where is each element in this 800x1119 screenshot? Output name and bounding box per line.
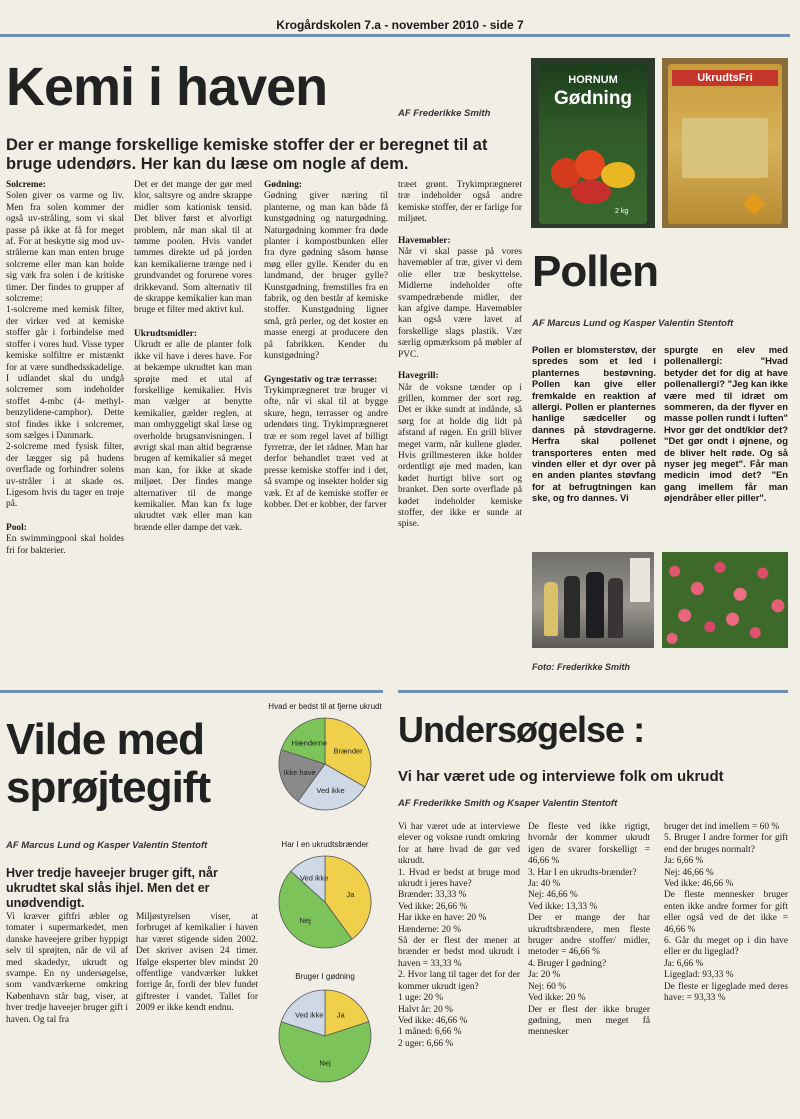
vilde-title-line-1: Vilde med <box>6 715 205 764</box>
survey-line: 2. Hvor lang til tager det for der kommer ukrudt igen? <box>398 970 520 992</box>
pie-chart-2 <box>275 852 375 952</box>
survey-line: Der er flest der ikke bruger gødning, men meget få mennesker <box>528 1004 650 1038</box>
pollen-title: Pollen <box>532 247 659 296</box>
survey-line: Ja: 6,66 % <box>664 958 704 969</box>
pie-slice-label: Ved ikke <box>299 873 329 883</box>
survey-line: Ved ikke: 26,66 % <box>398 901 468 912</box>
vilde-column-1: Vi kræver giftfri æbler og tomater i supermarkedet, men danske haveejere griber hyppigt selv til sprøjten, når de vil af med skadedyr, ukrudt og svampe. En ny undersøgelse, som vandværkerne omkring København står bag, viser, at hver tredje haveejer bruger gift i haven. Og tal fra <box>6 912 128 1025</box>
survey-line: bruger det ind imellem = 60 % <box>664 822 780 832</box>
kemi-title: Kemi i haven <box>6 57 328 117</box>
pie-slice-label: Ja <box>336 1010 345 1020</box>
pie-slice-label: Ja <box>346 889 355 899</box>
pie-1-title: Hvad er bedst til at fjerne ukrudt <box>268 702 382 711</box>
pie-chart-1 <box>275 714 375 814</box>
weedkiller-name: UkrudtsFri <box>672 70 778 86</box>
weedkiller-product-photo <box>662 58 788 228</box>
kemi-deck: Der er mange forskellige kemiske stoffer der er beregnet til at bruge udendørs. Her kan du læse om nogle af dem. <box>6 136 488 173</box>
header-rule <box>0 34 790 37</box>
fertilizer-brand: HORNUM <box>568 74 618 86</box>
survey-line: De fleste mennesker bruger enten ikke andre former for gift eller også ved de det ikke = 46,66 % <box>664 890 788 935</box>
survey-byline: AF Frederikke Smith og Ksaper Valentin Stentoft <box>398 798 618 809</box>
survey-line: 3. Har I en ukrudts-brænder? <box>528 867 637 878</box>
survey-line: Ved ikke: 13,33 % <box>528 901 598 912</box>
survey-line: Ligeglad: 93,33 % <box>664 970 734 981</box>
pollen-column-1: Pollen er blomsterstøv, der spredes som et led i planternes bestøvning. Pollen kan give eller fremkalde en reaktion af allergi. Pollen er planternes hanlige sædceller og dannes på støvdragerne. Herfra skal pollenet transporteres enten med vinden eller et dyr over på en anden plantes støvfang for at befrugtningen kan ske, og fro dannes. Vi <box>532 344 656 504</box>
pie-slice-label: Ved ikke <box>316 786 345 796</box>
fertilizer-product-photo <box>531 58 655 228</box>
vilde-title-line-2: sprøjtegift <box>6 763 211 812</box>
survey-line: Ja: 40 % <box>528 879 561 890</box>
survey-deck: Vi har været ude og interviewe folk om ukrudt <box>398 768 724 785</box>
fertilizer-weight: 2 kg <box>615 208 629 215</box>
survey-line: Halvt år: 20 % <box>398 1004 453 1015</box>
pie-slice-label: Hænderne <box>291 738 328 748</box>
survey-line: Der er mange der har ukrudtsbrændere, men fleste bruger andre stoffer/ midler, metoder = 46,66 % <box>528 913 650 958</box>
survey-line: Så der er flest der mener at brænder er bedst mod ukrudt i haven = 33,33 % <box>398 936 520 969</box>
survey-line: Ved ikke: 20 % <box>528 993 586 1004</box>
pie-slice-label: Nej <box>299 915 311 925</box>
survey-title: Undersøgelse : <box>398 709 645 750</box>
pie-slice-label: Nej <box>319 1058 331 1068</box>
section-rule-left <box>0 690 383 693</box>
pie-chart-3 <box>275 986 375 1086</box>
survey-line: 1 måned: 6,66 % <box>398 1027 462 1038</box>
section-rule-right <box>398 690 788 693</box>
pie-slice-label: Ikke have <box>283 768 316 778</box>
kemi-column-1: Solcreme: Solen giver os varme og liv. Men fra solen kommer der også uv-stråling, som vi skal passe på ikke at få for meget af. For at beskytte sig mod uv-strålerne kan man enten bruge solcreme eller man kan holde sig væk fra solen i de kritiske timer. Der findes to grupper af solcreme: 1-solcreme med kemisk filter, der virker ved at kemiske stoffer går i forbindelse med stoffer i vores hud. Visse typer kemiske solfiltre er mistænkt for at være sundhedsskadelige. I udlandet skal du undgå solcremer som indeholder stoffet 4-mbc (4- methyl-benzylidene-camphor). Dette stof findes ikke i solcremer, som sælges i Danmark. 2-solcreme med fysisk filter, der lægger sig på hudens overflade og forhindrer solens uv-stråler i at skade os. Ligesom hvis du tager en trøje på. Pool: En swimmingpool skal holdes fri for bakterier. <box>6 180 124 556</box>
survey-line: De fleste ved ikke rigtigt, hvornår der kommer ukrudt igen de svarer forskelligt = 46,66 % <box>528 822 650 867</box>
vilde-column-2: Miljøstyrelsen viser, at forbruget af kemikalier i haven har været stigende siden 2002. Det skriver avisen 24 timer. Ifølge eksperter blev mindst 20 offentlige vandværker lukket forrige år, fordi der blev fundet giftrester i vandet. Tallet for 2009 er ikke kendt endnu. <box>136 912 258 1014</box>
survey-line: Nej: 46,66 % <box>528 890 578 901</box>
vilde-title <box>6 716 210 812</box>
survey-line: 4. Bruger I gødning? <box>528 958 607 969</box>
kemi-column-4: træet grønt. Trykimprægneret træ indeholder også andre kemiske stoffer, der er farlige for miljøet. Havemøbler: Når vi skal passe på vores havemøbler af træ, giver vi dem olie eller træ beskyttelse. Midlerne indeholder ofte svampedræbende midler, der kan afgive dampe. Havemøbler kan også være lavet af forskellige slags plastik. Vær særlig opmærksom på møbler af PVC. Havegrill: Når de voksne tænder op i grillen, kommer der sort røg. Det er ikke sundt at indånde, så sørg for at holde dig lidt på afstand af røgen. En grill bliver meget varm, når kullene gløder. Hvis grillmesteren ikke holder ordentligt øje med maden, kan kødet hurtigt blive sort og branket. Den sorte overflade på kødet indeholder kemiske stoffer, der ikke er sunde at spise. <box>398 180 522 530</box>
survey-line: Hænderne: 20 % <box>398 924 462 935</box>
survey-line: 1. Hvad er bedst at bruge mod ukrudt i jeres have? <box>398 867 520 890</box>
pie-3-title: Bruger I gødning <box>295 972 355 981</box>
kemi-column-3: Gødning: Gødning giver næring til planterne, og man kan både få kunstgødning og naturgødning. Naturgødning kommer fra døde planter i kompostbunken eller fra dyre gødning såsom hønse møg eller gylle. Kender du en landmand, der bruger gylle? Kunstgødning, fremstilles fra en fabrik, og den består af kemiske stoffer. Kunstgødning ligner små, grå perler, og det koster en masse energi at producere den på fabrikken. Kender du kunstgødning? Gyngestativ og træ terrasse: Trykimprægneret træ bruger vi ofte, når vi skal til at bygge skure, hegn, terrasser og andre udendørs ting. Trykimprægneret træ er som regel lavet af billigt fyrretræ, der let rådner. Man har derfor behandlet træet ved at presse kemiske stoffer ind i det, så svampe og insekter holder sig væk. Et af de kemiske stoffer er kobber. Det er kobber, der farver <box>264 180 388 510</box>
photo-caption: Foto: Frederikke Smith <box>532 662 631 672</box>
survey-line: 2 uger: 6,66 % <box>398 1038 454 1049</box>
pollen-byline: AF Marcus Lund og Kasper Valentin Stentoft <box>532 318 734 329</box>
survey-line: 1 uge: 20 % <box>398 993 444 1004</box>
survey-line: Nej: 60 % <box>528 981 567 992</box>
pie-slice-label: Ved ikke <box>295 1010 324 1020</box>
survey-column-3 <box>664 822 788 1005</box>
pie-2-title: Har I en ukrudtsbrænder <box>281 840 369 849</box>
kemi-column-2: Det er det mange der gør med klor, saltsyre og andre skrappe midler som kationisk tensid. Det bliver først et alvorligt problem, når man skal til at tømme poolen. Hvis vandet tømmes direkte ud på jorden kan kemikalierne trænge ned i grundvandet og forurene vores drikkevand. Som alternativ til de skrappe kemikalier kan man bruge et filter med aktivt kul. Ukrudtsmidler: Ukrudt er alle de planter folk ikke vil have i deres have. For at bekæmpe ukrudtet kan man sprøjte med et utal af forskellige kemikalier. Hvis man vælger at benytte kemikalier, gælder reglen, at man omhyggeligt skal læse og overholde brugsanvisningen. I øvrigt skal man altid begrænse brugen af kemikalier så meget man kan, for ikke at skade miljøet. Der findes mange alternativer til de mange kemikalier. Man kan fx luge ukrudtet væk eller man kan brænde eller dampe det væk. <box>134 180 252 533</box>
survey-line: Vi har været ude at interviewe elever og voksne rundt omkring for at høre hvad de gør ved ukrudt. <box>398 822 520 867</box>
vilde-byline: AF Marcus Lund og Kasper Valentin Stentoft <box>6 840 208 851</box>
page-header: Krogårdskolen 7.a - november 2010 - side 7 <box>276 18 524 32</box>
pollen-column-2: spurgte en elev med pollenallergi: "Hvad betyder det for dig at have pollenallergi? "Jeg kan ikke være med til idræt om sommeren, da der flyver en masse pollen rundt i luften" Hvor gør det ondt/klør det? "Det gør ondt i øjnene, og de bliver helt røde. Og så nyser jeg meget". Får man medicin imod det? "En gang imellem får man øjendråber eller piller". <box>664 344 788 504</box>
survey-line: Har ikke en have: 20 % <box>398 913 487 924</box>
flowers-photo <box>662 552 788 648</box>
survey-column-1 <box>398 822 520 1050</box>
kemi-byline: AF Frederikke Smith <box>398 108 491 119</box>
survey-line: 5. Bruger I andre former for gift end der bruges normalt? <box>664 833 788 855</box>
survey-column-2 <box>528 822 650 1039</box>
survey-line: Nej: 46,66 % <box>664 867 714 878</box>
pie-charts-panel <box>262 700 388 1110</box>
vilde-deck: Hver tredje haveejer bruger gift, når ukrudtet skal slås ihjel. Men det er unødvendigt. <box>6 866 218 910</box>
survey-line: De fleste er ligeglade med deres have: = 93,33 % <box>664 981 788 1004</box>
students-photo <box>532 552 654 648</box>
pie-slice-label: Brænder <box>333 746 363 756</box>
survey-line: Ja: 20 % <box>528 970 561 981</box>
survey-line: Ved ikke: 46,66 % <box>664 879 734 890</box>
survey-line: 6. Går du meget op i din have eller er du ligeglad? <box>664 936 788 958</box>
survey-line: Brænder: 33,33 % <box>398 890 467 901</box>
survey-line: Ja: 6,66 % <box>664 856 704 867</box>
survey-line: Ved ikke: 46,66 % <box>398 1015 468 1026</box>
fertilizer-name: Gødning <box>553 88 633 109</box>
